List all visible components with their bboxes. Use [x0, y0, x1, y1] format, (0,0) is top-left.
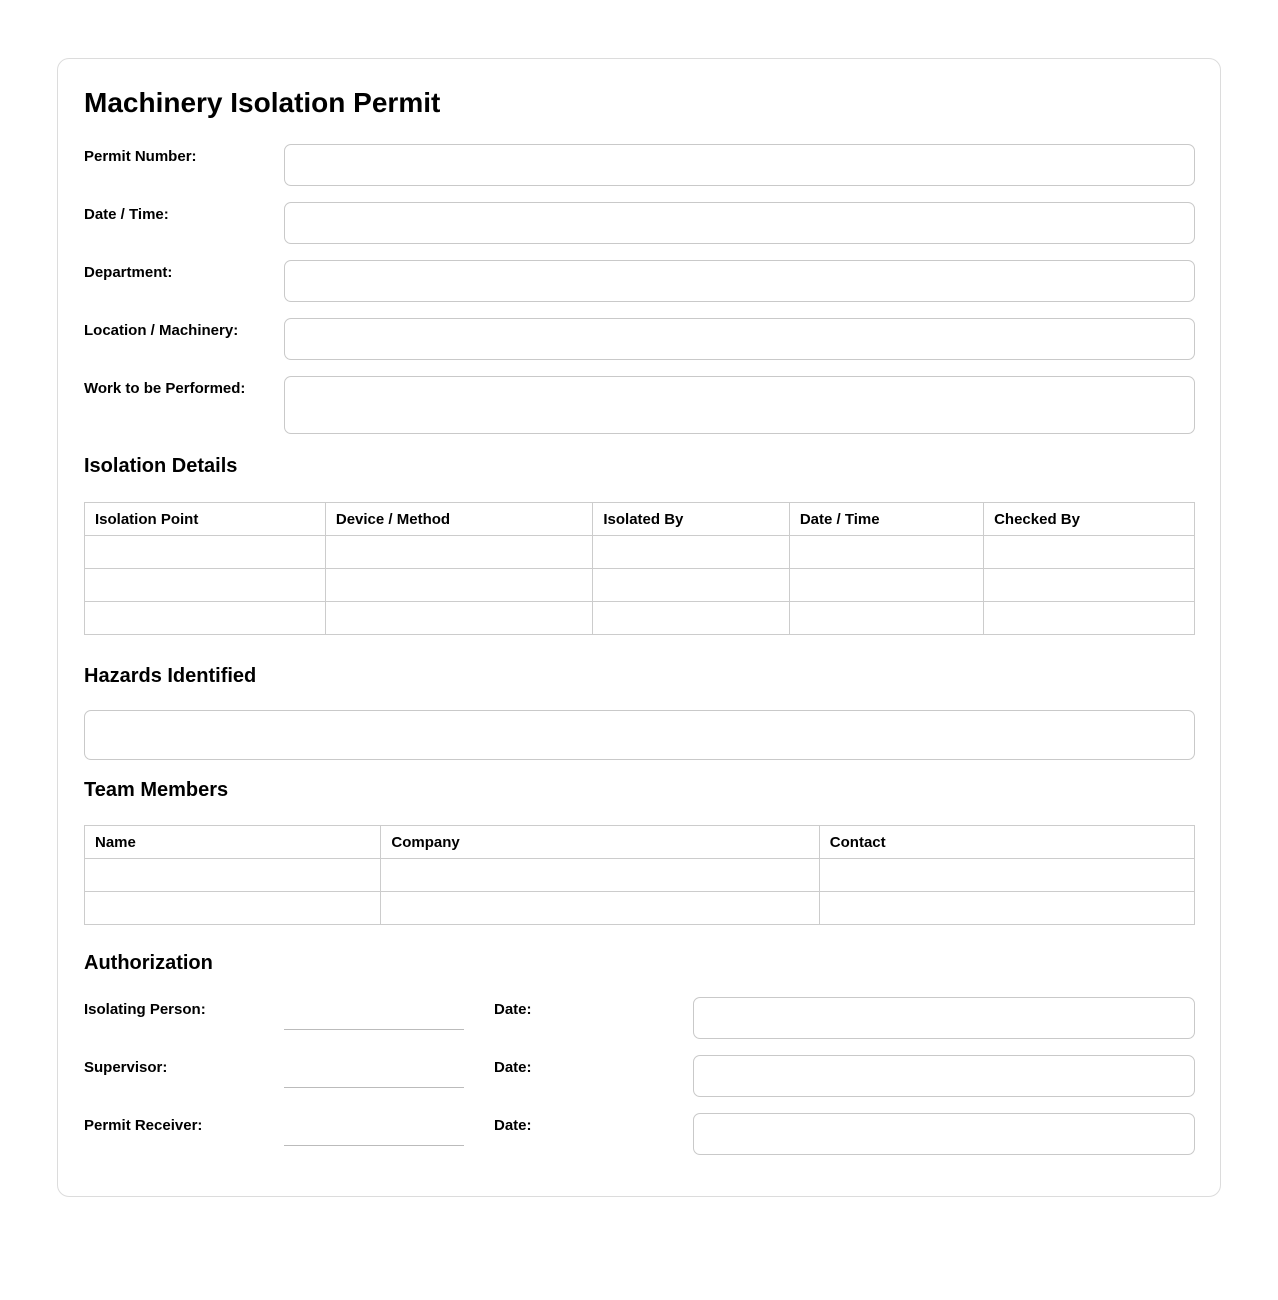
table-row: [85, 569, 1195, 602]
permit-form-card: [57, 58, 1221, 1197]
table-cell: [984, 602, 1195, 635]
col-isolated-by: Isolated By: [593, 503, 789, 536]
col-device-method: Device / Method: [325, 503, 593, 536]
table-row: [85, 602, 1195, 635]
date-time-label: Date / Time:: [84, 206, 169, 224]
table-cell: [789, 569, 983, 602]
permit-receiver-date-input[interactable]: [693, 1113, 1195, 1155]
team-members-heading: Team Members: [84, 779, 229, 802]
work-performed-label: Work to be Performed:: [84, 380, 246, 398]
table-cell: [381, 859, 819, 892]
table-cell: [85, 569, 326, 602]
field-row-date-time: [84, 202, 1195, 244]
isolating-person-date-label: Date:: [494, 1001, 532, 1019]
isolation-table-header-row: [85, 503, 1195, 536]
field-row-department: [84, 260, 1195, 302]
permit-receiver-signature-line: [284, 1113, 464, 1146]
table-cell: [85, 602, 326, 635]
table-cell: [593, 536, 789, 569]
table-cell: [85, 536, 326, 569]
field-row-location-machinery: [84, 318, 1195, 360]
table-row: [85, 536, 1195, 569]
page-title: Machinery Isolation Permit: [84, 87, 441, 118]
permit-receiver-label: Permit Receiver:: [84, 1117, 203, 1135]
permit-receiver-date-label: Date:: [494, 1117, 532, 1135]
col-name: Name: [85, 826, 381, 859]
department-input[interactable]: [284, 260, 1195, 302]
table-cell: [325, 602, 593, 635]
table-cell: [789, 536, 983, 569]
authorization-heading: Authorization: [84, 952, 213, 975]
col-isolation-point: Isolation Point: [85, 503, 326, 536]
auth-row-supervisor: [84, 1055, 1195, 1097]
supervisor-label: Supervisor:: [84, 1059, 168, 1077]
department-label: Department:: [84, 264, 173, 282]
permit-number-label: Permit Number:: [84, 148, 197, 166]
table-row: [85, 892, 1195, 925]
table-cell: [819, 892, 1194, 925]
table-cell: [984, 569, 1195, 602]
table-cell: [85, 892, 381, 925]
permit-number-input[interactable]: [284, 144, 1195, 186]
hazards-heading: Hazards Identified: [84, 665, 257, 688]
supervisor-date-input[interactable]: [693, 1055, 1195, 1097]
date-time-input[interactable]: [284, 202, 1195, 244]
auth-row-permit-receiver: [84, 1113, 1195, 1155]
table-row: [85, 859, 1195, 892]
col-checked-by: Checked By: [984, 503, 1195, 536]
table-cell: [789, 602, 983, 635]
supervisor-signature-line: [284, 1055, 464, 1088]
col-contact: Contact: [819, 826, 1194, 859]
field-row-permit-number: [84, 144, 1195, 186]
table-cell: [85, 859, 381, 892]
location-machinery-label: Location / Machinery:: [84, 322, 239, 340]
table-cell: [984, 536, 1195, 569]
isolating-person-signature-line: [284, 997, 464, 1030]
col-company: Company: [381, 826, 819, 859]
table-cell: [819, 859, 1194, 892]
col-date-time: Date / Time: [789, 503, 983, 536]
table-cell: [325, 536, 593, 569]
isolating-person-label: Isolating Person:: [84, 1001, 206, 1019]
table-cell: [381, 892, 819, 925]
isolating-person-date-input[interactable]: [693, 997, 1195, 1039]
team-table-header-row: [85, 826, 1195, 859]
isolation-details-table: [84, 502, 1195, 635]
work-performed-input[interactable]: [284, 376, 1195, 434]
hazards-input[interactable]: [84, 710, 1195, 760]
team-members-table: [84, 825, 1195, 925]
table-cell: [593, 569, 789, 602]
table-cell: [593, 602, 789, 635]
supervisor-date-label: Date:: [494, 1059, 532, 1077]
table-cell: [325, 569, 593, 602]
field-row-work-performed: [84, 376, 1195, 434]
auth-row-isolating-person: [84, 997, 1195, 1039]
isolation-details-heading: Isolation Details: [84, 455, 238, 478]
location-machinery-input[interactable]: [284, 318, 1195, 360]
